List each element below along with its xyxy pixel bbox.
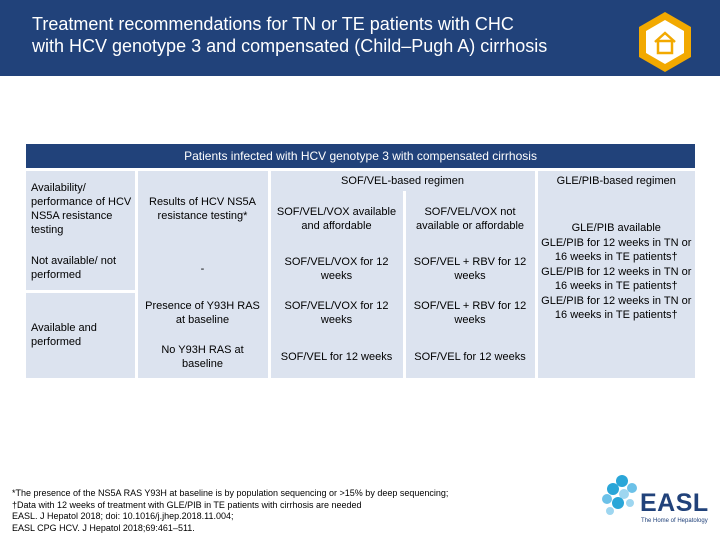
row2a-result: Presence of Y93H RAS at baseline bbox=[136, 291, 269, 335]
row2-availability: Available and performed bbox=[26, 291, 136, 378]
recommendations-table bbox=[26, 144, 695, 378]
row1-availability: Not available/ not performed bbox=[26, 247, 136, 291]
home-icon[interactable] bbox=[636, 10, 694, 74]
title-line-2: with HCV genotype 3 and compensated (Child–Pugh A) cirrhosis bbox=[32, 36, 548, 56]
header-vox-not-available: SOF/VEL/VOX not available or affordable bbox=[404, 191, 536, 247]
easl-tagline: The Home of Hepatology bbox=[641, 518, 708, 524]
footnote-2: †Data with 12 weeks of treatment with GLE/PIB in TE patients with cirrhosis are needed bbox=[12, 499, 362, 510]
reference-1: EASL. J Hepatol 2018; doi: 10.1016/j.jhep.2018.11.004; bbox=[12, 511, 234, 521]
row2b-glepib: GLE/PIB for 12 weeks in TN or 16 weeks in TE patients† bbox=[541, 294, 692, 321]
row2a-vox-not-available: SOF/VEL + RBV for 12 weeks bbox=[404, 291, 536, 335]
table-banner: Patients infected with HCV genotype 3 with compensated cirrhosis bbox=[26, 144, 695, 169]
header-glepib-group: GLE/PIB-based regimen bbox=[536, 169, 695, 191]
row1-result: - bbox=[136, 247, 269, 291]
slide-title bbox=[32, 13, 652, 57]
header-sof-group: SOF/VEL-based regimen bbox=[269, 169, 536, 191]
easl-cells-icon bbox=[600, 472, 640, 530]
row2b-vox-available: SOF/VEL for 12 weeks bbox=[269, 335, 404, 378]
header-results: Results of HCV NS5A resistance testing* bbox=[136, 169, 269, 247]
glepib-column bbox=[536, 191, 695, 378]
row1-glepib: GLE/PIB for 12 weeks in TN or 16 weeks in TE patients† bbox=[541, 236, 692, 263]
header-availability: Availability/ performance of HCV NS5A resistance testing bbox=[26, 169, 136, 247]
header-glepib-available: GLE/PIB available bbox=[571, 222, 661, 234]
footnotes bbox=[12, 488, 532, 534]
row1-vox-available: SOF/VEL/VOX for 12 weeks bbox=[269, 247, 404, 291]
title-line-1: Treatment recommendations for TN or TE patients with CHC bbox=[32, 14, 514, 34]
reference-2: EASL CPG HCV. J Hepatol 2018;69:461–511. bbox=[12, 522, 195, 533]
row2b-result: No Y93H RAS at baseline bbox=[136, 335, 269, 378]
row2b-vox-not-available: SOF/VEL for 12 weeks bbox=[404, 335, 536, 378]
easl-wordmark: EASL bbox=[640, 489, 709, 517]
row1-vox-not-available: SOF/VEL + RBV for 12 weeks bbox=[404, 247, 536, 291]
header-vox-available: SOF/VEL/VOX available and affordable bbox=[269, 191, 404, 247]
footnote-1: *The presence of the NS5A RAS Y93H at baseline is by population sequencing or >15% by deep sequencing; bbox=[12, 488, 449, 498]
row2a-vox-available: SOF/VEL/VOX for 12 weeks bbox=[269, 291, 404, 335]
row2a-glepib: GLE/PIB for 12 weeks in TN or 16 weeks in TE patients† bbox=[541, 265, 692, 292]
slide-header bbox=[0, 0, 720, 76]
